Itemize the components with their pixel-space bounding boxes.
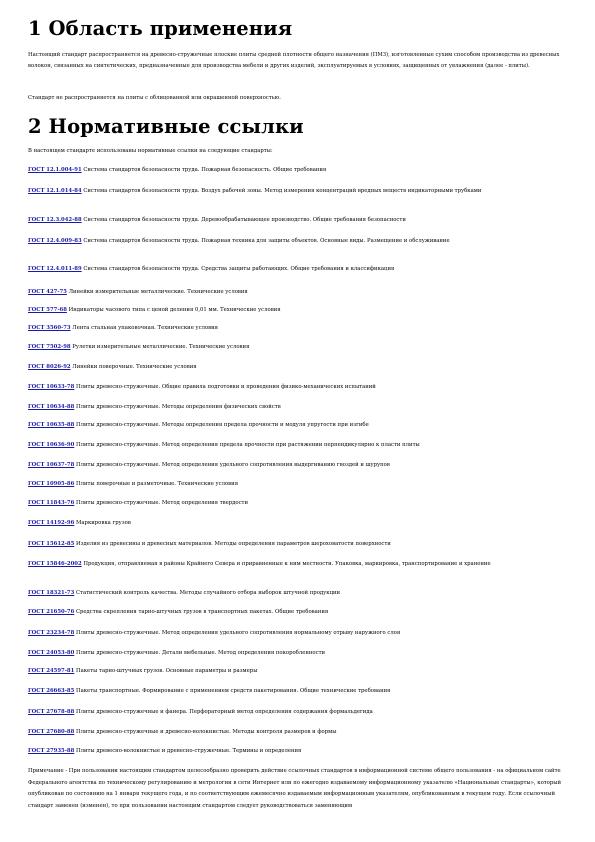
standard-link[interactable]: ГОСТ 7502-98 bbox=[28, 344, 71, 350]
standard-title: Плиты древесно-стружечные. Методы определения физических свойств bbox=[75, 404, 281, 410]
standard-title: Плиты древесно-стружечные. Метод определения удельного сопротивления выдергиванию гвоздей и шурупов bbox=[75, 462, 390, 468]
reference-item bbox=[28, 727, 573, 738]
standard-link[interactable]: ГОСТ 11843-76 bbox=[28, 500, 75, 506]
standard-link[interactable]: ГОСТ 15846-2002 bbox=[28, 561, 82, 567]
standard-title: Пакеты тарно-штучных грузов. Основные параметры и размеры bbox=[75, 668, 258, 674]
reference-item bbox=[28, 420, 573, 431]
reference-item bbox=[28, 666, 573, 677]
standard-title: Изделия из древесины и древесных материалов. Методы определения параметров шероховатости поверхности bbox=[75, 541, 391, 547]
scope-exclusion-paragraph: Стандарт не распространяется на плиты с облицованной или окрашенной поверхностью. bbox=[28, 95, 281, 101]
standard-link[interactable]: ГОСТ 12.4.009-83 bbox=[28, 238, 82, 244]
reference-item bbox=[28, 707, 573, 718]
standard-title: Система стандартов безопасности труда. Воздух рабочей зоны. Метод измерения концентраций вредных веществ индикаторными трубками bbox=[83, 188, 482, 194]
reference-item bbox=[28, 648, 573, 659]
reference-item bbox=[28, 440, 573, 451]
standard-link[interactable]: ГОСТ 3560-73 bbox=[28, 325, 71, 331]
reference-item bbox=[28, 559, 573, 570]
standard-title: Плиты древесно-волокнистые и древесно-стружечные. Термины и определения bbox=[75, 748, 302, 754]
standard-link[interactable]: ГОСТ 10637-78 bbox=[28, 462, 75, 468]
standard-title: Плиты древесно-стружечные. Метод определения твердости bbox=[75, 500, 249, 506]
standard-link[interactable]: ГОСТ 27680-88 bbox=[28, 729, 75, 735]
standard-title: Плиты древесно-стружечные. Метод определения удельного сопротивления нормальному отрыву наружного слоя bbox=[75, 630, 401, 636]
standard-link[interactable]: ГОСТ 23234-78 bbox=[28, 630, 75, 636]
reference-item bbox=[28, 165, 573, 176]
standard-title: Система стандартов безопасности труда. Пожарная безопасность. Общие требования bbox=[83, 167, 327, 173]
standard-link[interactable]: ГОСТ 21650-76 bbox=[28, 609, 75, 615]
reference-item bbox=[28, 588, 573, 599]
references-note: Примечание - При пользовании настоящим стандартом целесообразно проверить действие ссылочных стандартов в информационной системе общего пользования - на официальном сайте Федерального агентства по техническому регулированию и метрологии в сети Интернет или по ежегодно издаваемому информационному указателю «Национальные стандарты», который опубликован по состоянию на 1 января текущего года, и по соответствующим ежемесячно издаваемым информационным указателям, опубликованным в текущем году. Если ссылочный стандарт заменен (изменен), то при пользовании настоящим стандартом следует руководствоваться заменяющим bbox=[28, 768, 562, 809]
standard-title: Плиты древесно-стружечные. Детали мебельные. Метод определения покоробленности bbox=[75, 650, 326, 656]
standard-link[interactable]: ГОСТ 15612-85 bbox=[28, 541, 75, 547]
reference-item bbox=[28, 287, 573, 298]
reference-item bbox=[28, 479, 573, 490]
standard-title: Статистический контроль качества. Методы случайного отбора выборок штучной продукции bbox=[75, 590, 341, 596]
reference-item bbox=[28, 518, 573, 529]
reference-item bbox=[28, 686, 573, 697]
standard-title: Плиты древесно-стружечные и фанера. Перфораторный метод определения содержания формальдегида bbox=[75, 709, 373, 715]
reference-item bbox=[28, 215, 573, 226]
standard-title: Система стандартов безопасности труда. Пожарная техника для защиты объектов. Основные виды. Размещение и обслуживание bbox=[83, 238, 450, 244]
standard-link[interactable]: ГОСТ 18321-73 bbox=[28, 590, 75, 596]
reference-item bbox=[28, 264, 573, 275]
standard-link[interactable]: ГОСТ 10633-78 bbox=[28, 384, 75, 390]
reference-item bbox=[28, 460, 573, 471]
standard-link[interactable]: ГОСТ 427-75 bbox=[28, 289, 67, 295]
standard-link[interactable]: ГОСТ 14192-96 bbox=[28, 520, 75, 526]
standard-link[interactable]: ГОСТ 27935-88 bbox=[28, 748, 75, 754]
reference-item bbox=[28, 539, 573, 550]
reference-item bbox=[28, 186, 573, 197]
standard-title: Система стандартов безопасности труда. Деревообрабатывающее производство. Общие требования безопасности bbox=[83, 217, 406, 223]
standard-title: Система стандартов безопасности труда. Средства защиты работающих. Общие требования и классификация bbox=[83, 266, 395, 272]
reference-item bbox=[28, 362, 573, 373]
reference-item bbox=[28, 305, 573, 316]
section-2-heading: 2 Нормативные ссылки bbox=[28, 115, 304, 138]
standard-link[interactable]: ГОСТ 26663-85 bbox=[28, 688, 75, 694]
standard-title: Рулетки измерительные металлические. Технические условия bbox=[72, 344, 250, 350]
standard-title: Плиты древесно-стружечные. Общие правила подготовки и проведения физико-механических испытаний bbox=[75, 384, 376, 390]
standard-link[interactable]: ГОСТ 12.4.011-89 bbox=[28, 266, 82, 272]
standard-title: Индикаторы часового типа с ценой деления 0,01 мм. Технические условия bbox=[68, 307, 281, 313]
standard-link[interactable]: ГОСТ 27678-88 bbox=[28, 709, 75, 715]
standard-title: Плиты древесно-стружечные. Методы определения предела прочности и модуля упругости при изгибе bbox=[75, 422, 369, 428]
standard-title: Плиты поверочные и разметочные. Технические условия bbox=[75, 481, 239, 487]
standard-link[interactable]: ГОСТ 10636-90 bbox=[28, 442, 75, 448]
standard-title: Плиты древесно-стружечные. Метод определения предела прочности при растяжении перпендикулярно к пласти плиты bbox=[75, 442, 420, 448]
standard-link[interactable]: ГОСТ 10634-88 bbox=[28, 404, 75, 410]
standard-title: Средства скрепления тарно-штучных грузов в транспортных пакетах. Общие требования bbox=[75, 609, 329, 615]
standard-title: Лента стальная упаковочная. Технические условия bbox=[72, 325, 218, 331]
reference-item bbox=[28, 342, 573, 353]
standard-link[interactable]: ГОСТ 12.1.014-84 bbox=[28, 188, 82, 194]
references-intro: В настоящем стандарте использованы нормативные ссылки на следующие стандарты: bbox=[28, 148, 273, 154]
standard-link[interactable]: ГОСТ 24053-80 bbox=[28, 650, 75, 656]
scope-paragraph: Настоящий стандарт распространяется на древесно-стружечные плоские плиты средней плотности общего назначения (ПМЗ), изготовленные сухим способом производства из древесных волокон, связанных на синтетических, предназначенные для производства мебели и других изделий, эксплуатируемых в условиях, защищенных от увлажнения (далее - плиты). bbox=[28, 52, 560, 69]
standard-link[interactable]: ГОСТ 12.3.042-88 bbox=[28, 217, 82, 223]
standard-title: Пакеты транспортные. Формирование с применением средств пакетирования. Общие технические требования bbox=[75, 688, 391, 694]
standard-title: Линейки поверочные. Технические условия bbox=[72, 364, 197, 370]
reference-item bbox=[28, 607, 573, 618]
reference-item bbox=[28, 402, 573, 413]
section-1-heading: 1 Область применения bbox=[28, 17, 293, 40]
standard-title: Маркировка грузов bbox=[75, 520, 131, 526]
standard-title: Плиты древесно-стружечные и древесно-волокнистые. Методы контроля размеров и формы bbox=[75, 729, 337, 735]
standard-link[interactable]: ГОСТ 12.1.004-91 bbox=[28, 167, 82, 173]
standard-link[interactable]: ГОСТ 10635-88 bbox=[28, 422, 75, 428]
reference-item bbox=[28, 498, 573, 509]
standard-link[interactable]: ГОСТ 10905-86 bbox=[28, 481, 75, 487]
standard-link[interactable]: ГОСТ 24597-81 bbox=[28, 668, 75, 674]
reference-item bbox=[28, 628, 573, 639]
standard-link[interactable]: ГОСТ 8026-92 bbox=[28, 364, 71, 370]
reference-item bbox=[28, 382, 573, 393]
reference-item bbox=[28, 746, 573, 757]
standard-link[interactable]: ГОСТ 577-68 bbox=[28, 307, 67, 313]
reference-item bbox=[28, 323, 573, 334]
standard-title: Линейки измерительные металлические. Технические условия bbox=[68, 289, 248, 295]
standard-title: Продукция, отправляемая в районы Крайнего Севера и приравненные к ним местности. Упаковка, маркировка, транспортирование и хранение bbox=[83, 561, 491, 567]
reference-item bbox=[28, 236, 573, 247]
